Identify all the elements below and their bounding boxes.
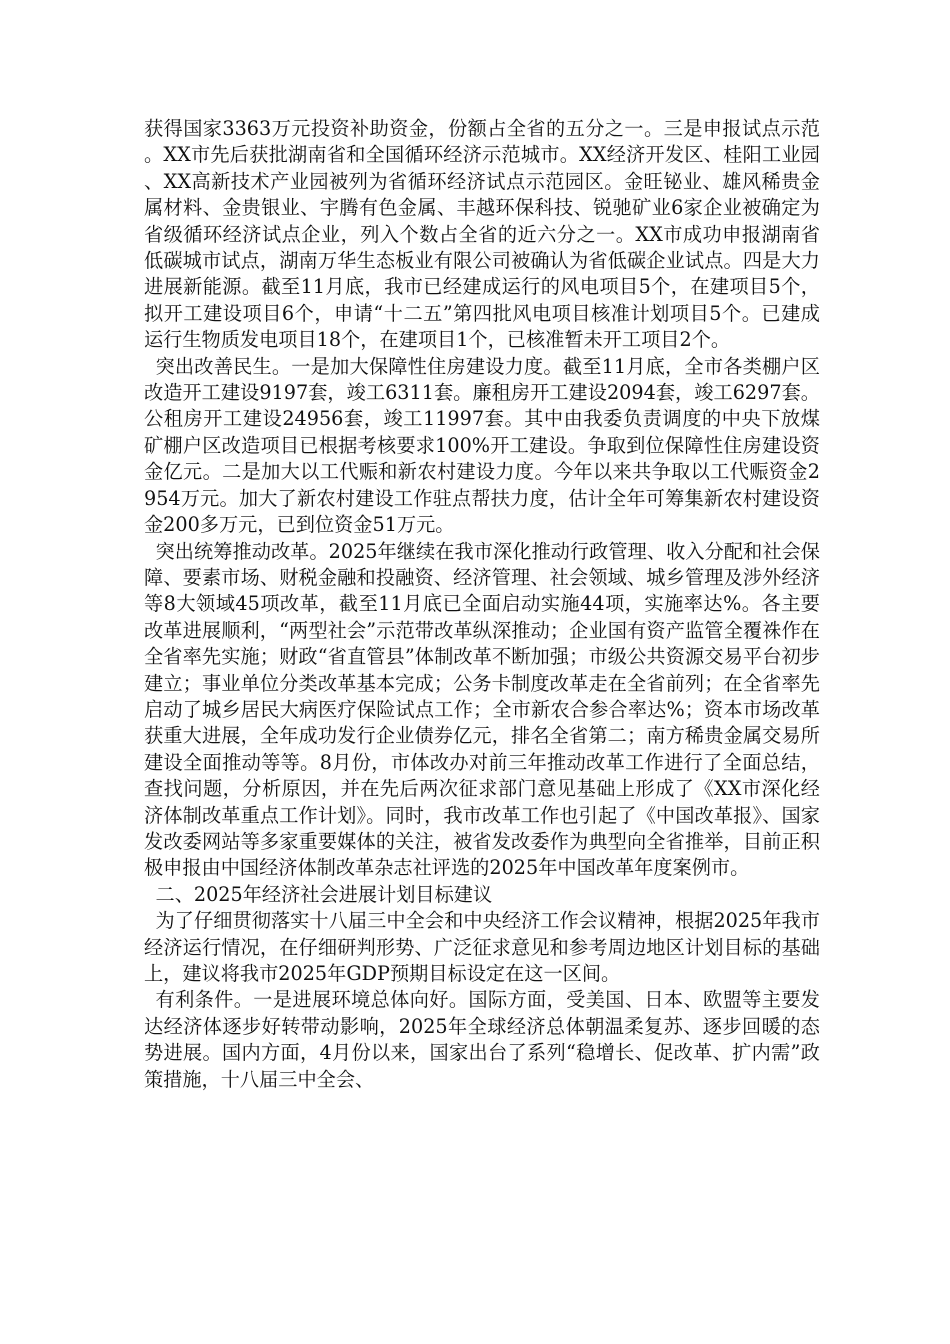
paragraph: 为了仔细贯彻落实十八届三中全会和中央经济工作会议精神，根据2025年我市经济运行情况，在仔细研判形势、广泛征求意见和参考周边地区计划目标的基础上，建议将我市2025年GDP预期目标设定在这一区间。 xyxy=(144,909,820,985)
paragraph: 突出改善民生。一是加大保障性住房建设力度。截至11月底，全市各类棚户区改造开工建设9197套，竣工6311套。廉租房开工建设2094套，竣工6297套。公租房开工建设24956套，竣工11997套。其中由我委负责调度的中央下放煤矿棚户区改造项目已根据考核要求100%开工建设。争取到位保障性住房建设资金亿元。二是加大以工代赈和新农村建设力度。今年以来共争取以工代赈资金2954万元。加大了新农村建设工作驻点帮扶力度，估计全年可筹集新农村建设资金200多万元，已到位资金51万元。 xyxy=(144,354,820,537)
section-heading: 二、2025年经济社会进展计划目标建议 xyxy=(155,882,493,906)
paragraph: 获得国家3363万元投资补助资金，份额占全省的五分之一。三是申报试点示范。XX市先后获批湖南省和全国循环经济示范城市。XX经济开发区、桂阳工业园、XX高新技术产业园被列为省循环经济试点示范园区。金旺铋业、雄风稀贵金属材料、金贵银业、宇腾有色金属、丰越环保科技、锐驰矿业6家企业被确定为省级循环经济试点企业，列入个数占全省的近六分之一。XX市成功申报湖南省低碳城市试点，湖南万华生态板业有限公司被确认为省低碳企业试点。四是大力进展新能源。截至11月底，我市已经建成运行的风电项目5个，在建项目5个，拟开工建设项目6个，申请“十二五”第四批风电项目核准计划项目5个。已建成运行生物质发电项目18个，在建项目1个，已核准暂未开工项目2个。 xyxy=(144,117,820,352)
paragraph: 有利条件。一是进展环境总体向好。国际方面，受美国、日本、欧盟等主要发达经济体逐步好转带动影响，2025年全球经济总体朝温柔复苏、逐步回暖的态势进展。国内方面，4月份以来，国家出台了系列“稳增长、促改革、扩内需”政策措施，十八届三中全会、 xyxy=(144,988,820,1091)
paragraph: 突出统筹推动改革。2025年继续在我市深化推动行政管理、收入分配和社会保障、要素市场、财税金融和投融资、经济管理、社会领域、城乡管理及涉外经济等8大领域45项改革，截至11月底已全面启动实施44项，实施率达%。各主要改革进展顺利，“两型社会”示范带改革纵深推动；企业国有资产监管全覆祩作在全省率先实施；财政“省直管县”体制改革不断加强；市级公共资源交易平台初步建立；事业单位分类改革基本完成；公务卡制度改革走在全省前列；在全省率先启动了城乡居民大病医疗保险试点工作；全市新农合参合率达%；资本市场改革获重大进展，全年成功发行企业债券亿元，排名全省第二；南方稀贵金属交易所建设全面推动等等。8月份，市体改办对前三年推动改革工作进行了全面总结，查找问题，分析原因，并在先后两次征求部门意见基础上形成了《XX市深化经济体制改革重点工作计划》。同时，我市改革工作也引起了《中国改革报》、国家发改委网站等多家重要媒体的关注，被省发改委作为典型向全省推举，目前正积极申报由中国经济体制改革杂志社评选的2025年中国改革年度案例市。 xyxy=(144,539,820,880)
document-body xyxy=(144,116,820,1093)
